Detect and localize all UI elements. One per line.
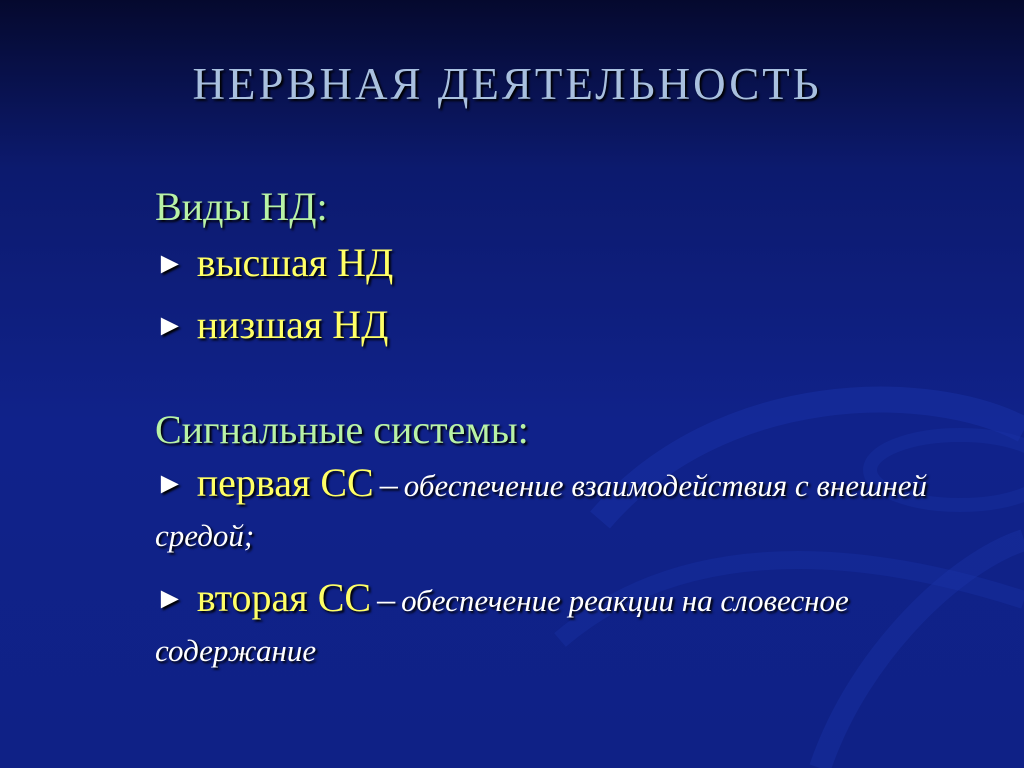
triangle-bullet-icon: ► — [155, 247, 185, 280]
item-label: вторая СС — [196, 575, 372, 620]
item-label: низшая НД — [196, 302, 389, 347]
section-heading-signal-systems: Сигнальные системы: — [155, 407, 529, 452]
section-heading-types: Виды НД: — [155, 184, 328, 229]
item-detail: обеспечение взаимодействия с внешней средой; — [155, 468, 928, 553]
triangle-bullet-icon: ► — [155, 309, 185, 342]
item-detail: обеспечение реакции на словесное содержание — [155, 583, 849, 668]
item-dash: – — [377, 579, 396, 619]
item-label: первая СС — [196, 460, 374, 505]
triangle-bullet-icon: ► — [155, 467, 185, 500]
item-dash: – — [379, 464, 398, 504]
slide-content — [155, 180, 995, 679]
slide-title: НЕРВНАЯ ДЕЯТЕЛЬНОСТЬ — [192, 59, 822, 109]
item-label: высшая НД — [196, 240, 394, 285]
list-item — [155, 461, 995, 564]
list-item — [155, 576, 995, 679]
list-item — [155, 296, 995, 358]
list-item — [155, 234, 995, 296]
triangle-bullet-icon: ► — [155, 582, 185, 615]
